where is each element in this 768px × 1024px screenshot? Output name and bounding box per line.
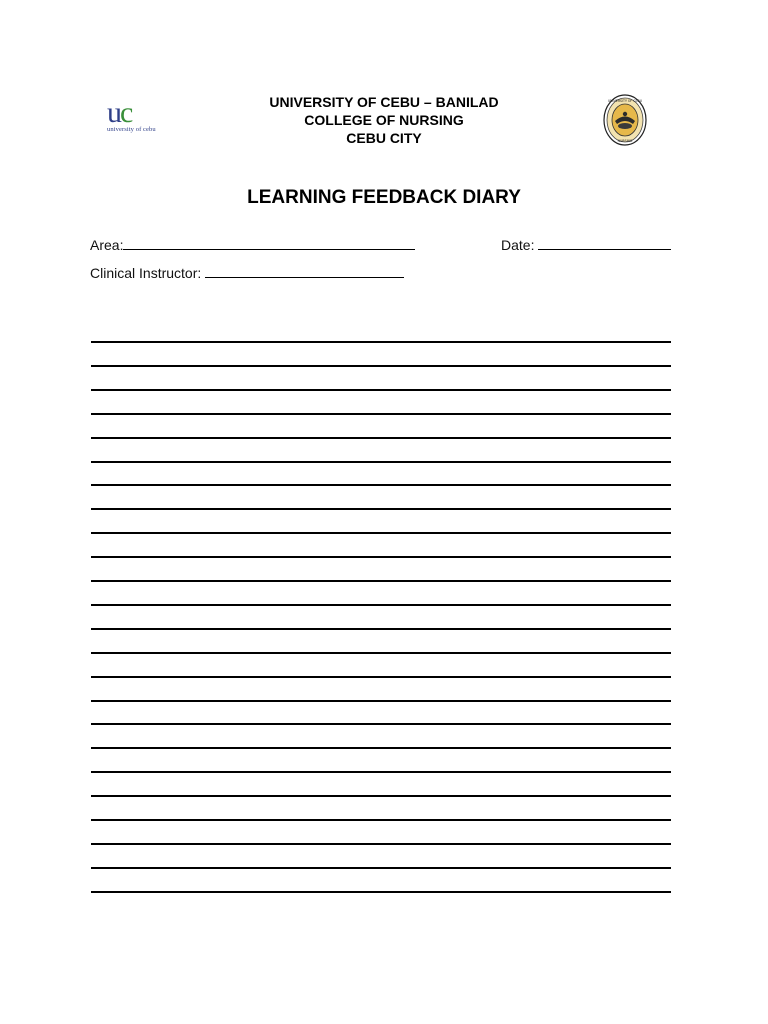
writing-line[interactable] — [91, 867, 671, 869]
area-field[interactable] — [90, 237, 415, 253]
writing-line[interactable] — [91, 461, 671, 463]
document-header — [0, 93, 768, 147]
writing-line[interactable] — [91, 413, 671, 415]
writing-line[interactable] — [91, 556, 671, 558]
date-blank[interactable] — [538, 237, 671, 250]
writing-line[interactable] — [91, 891, 671, 893]
date-field[interactable] — [501, 237, 671, 253]
area-label: Area: — [90, 237, 124, 253]
uc-logo-mark: uc — [107, 96, 132, 129]
svg-text:UNIVERSITY OF CEBU: UNIVERSITY OF CEBU — [607, 99, 643, 103]
instructor-label: Clinical Instructor: — [90, 265, 202, 281]
writing-line[interactable] — [91, 365, 671, 367]
svg-text:NURSING: NURSING — [617, 139, 633, 143]
writing-line[interactable] — [91, 628, 671, 630]
writing-line[interactable] — [91, 676, 671, 678]
date-label: Date: — [501, 237, 535, 253]
writing-line[interactable] — [91, 580, 671, 582]
uc-logo-subtitle: university of cebu — [107, 126, 156, 133]
writing-line[interactable] — [91, 843, 671, 845]
area-blank[interactable] — [123, 237, 415, 250]
writing-line[interactable] — [91, 700, 671, 702]
writing-line[interactable] — [91, 652, 671, 654]
college-name: COLLEGE OF NURSING — [304, 112, 464, 128]
writing-line[interactable] — [91, 723, 671, 725]
writing-line[interactable] — [91, 484, 671, 486]
instructor-field[interactable] — [90, 265, 404, 281]
writing-line[interactable] — [91, 532, 671, 534]
writing-line[interactable] — [91, 795, 671, 797]
writing-line[interactable] — [91, 437, 671, 439]
page-title: LEARNING FEEDBACK DIARY — [247, 187, 521, 208]
writing-line[interactable] — [91, 771, 671, 773]
city-name: CEBU CITY — [346, 130, 422, 146]
writing-line[interactable] — [91, 604, 671, 606]
writing-line[interactable] — [91, 508, 671, 510]
instructor-blank[interactable] — [205, 265, 404, 278]
writing-line[interactable] — [91, 341, 671, 343]
writing-line[interactable] — [91, 747, 671, 749]
university-name: UNIVERSITY OF CEBU – BANILAD — [269, 94, 499, 110]
writing-line[interactable] — [91, 389, 671, 391]
writing-line[interactable] — [91, 819, 671, 821]
